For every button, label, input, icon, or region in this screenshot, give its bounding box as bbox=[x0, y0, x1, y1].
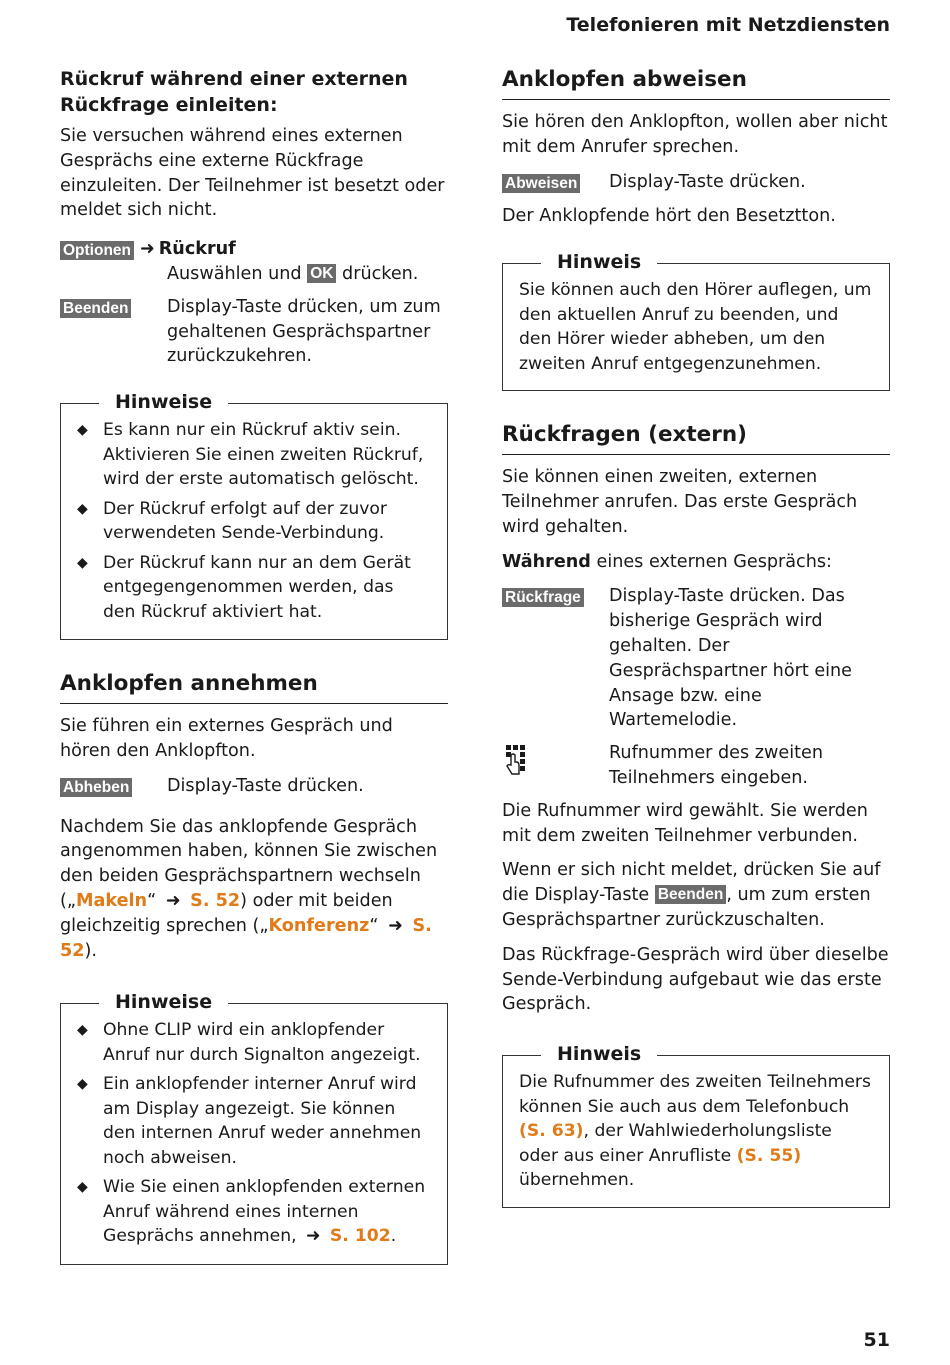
arrow-right-icon: ➜ bbox=[140, 239, 155, 260]
inquiry-step-key bbox=[502, 584, 890, 733]
accept-heading: Anklopfen annehmen bbox=[60, 670, 448, 704]
step-text: Auswählen und bbox=[167, 263, 302, 284]
list-item: ◆ Der Rückruf erfolgt auf der zuvor verwendeten Sende-Verbindung. bbox=[77, 498, 387, 544]
note-box-reject bbox=[502, 251, 890, 391]
page-ref-link[interactable]: S. 102 bbox=[329, 1226, 391, 1247]
note-title: Hinweise bbox=[99, 389, 228, 415]
abheben-key[interactable]: Abheben bbox=[60, 778, 132, 797]
notes-box-callback bbox=[60, 391, 448, 640]
callback-intro: Sie versuchen während eines externen Gesprächs eine externe Rückfrage einzuleiten. Der Teilnehmer ist besetzt oder meldet sich nicht. bbox=[60, 126, 445, 221]
page-ref-link[interactable]: (S. 63) bbox=[519, 1121, 584, 1142]
note-text: Sie können auch den Hörer auflegen, um den aktuellen Anruf zu beenden, und den Hörer wieder abheben, um den zweiten Anruf entgegenzunehmen. bbox=[519, 280, 872, 374]
diamond-bullet-icon: ◆ bbox=[77, 500, 88, 517]
step-text: Display-Taste drücken. Das bisherige Gespräch wird gehalten. Der Gesprächspartner hört eine Ansage bzw. eine Wartemelodie. bbox=[609, 586, 853, 731]
callback-step-end bbox=[60, 295, 448, 369]
accept-step bbox=[60, 774, 448, 801]
reject-heading: Anklopfen abweisen bbox=[502, 66, 890, 100]
inquiry-para1: Die Rufnummer wird gewählt. Sie werden mit dem zweiten Teilnehmer verbunden. bbox=[502, 800, 868, 846]
right-column bbox=[502, 66, 890, 1238]
step-text: drücken. bbox=[342, 263, 419, 284]
callback-step-options bbox=[60, 237, 448, 287]
inquiry-intro: Sie können einen zweiten, externen Teilnehmer anrufen. Das erste Gespräch wird gehalten. bbox=[502, 467, 858, 537]
note-title: Hinweise bbox=[99, 989, 228, 1015]
list-item: ◆ Wie Sie einen anklopfenden externen Anruf während eines internen Gesprächs annehmen, ➜ S. 102. bbox=[77, 1177, 426, 1247]
reject-intro: Sie hören den Anklopfton, wollen aber nicht mit dem Anrufer sprechen. bbox=[502, 112, 888, 157]
rueckfrage-key[interactable]: Rückfrage bbox=[502, 588, 584, 607]
diamond-bullet-icon: ◆ bbox=[77, 1179, 88, 1196]
step-text: Rufnummer des zweiten Teilnehmers eingeben. bbox=[609, 743, 823, 788]
reject-step bbox=[502, 170, 890, 197]
note-box-inquiry bbox=[502, 1043, 890, 1208]
inquiry-step-keypad bbox=[502, 741, 890, 791]
page-ref-link[interactable]: (S. 55) bbox=[736, 1145, 802, 1166]
ok-key[interactable]: OK bbox=[307, 264, 336, 283]
accept-intro: Sie führen ein externes Gespräch und hören den Anklopfton. bbox=[60, 716, 393, 761]
beenden-key[interactable]: Beenden bbox=[60, 299, 131, 318]
list-item: ◆ Es kann nur ein Rückruf aktiv sein. Aktivieren Sie einen zweiten Rückruf, wird der erste automatisch gelöscht. bbox=[77, 420, 424, 490]
callback-heading: Rückruf während einer externen Rückfrage einleiten: bbox=[60, 68, 408, 116]
list-item: ◆ Der Rückruf kann nur an dem Gerät entgegengenommen werden, das den Rückruf aktiviert hat. bbox=[77, 552, 411, 622]
arrow-right-icon: ➜ bbox=[388, 915, 403, 936]
beenden-key[interactable]: Beenden bbox=[655, 885, 726, 904]
reject-outro: Der Anklopfende hört den Besetztton. bbox=[502, 206, 836, 227]
note-title: Hinweis bbox=[541, 1041, 657, 1067]
left-column bbox=[60, 66, 448, 1295]
step-text: Display-Taste drücken. bbox=[167, 775, 364, 796]
diamond-bullet-icon: ◆ bbox=[77, 554, 88, 571]
note-title: Hinweis bbox=[541, 249, 657, 275]
arrow-right-icon: ➜ bbox=[306, 1226, 321, 1247]
arrow-right-icon: ➜ bbox=[165, 890, 181, 911]
inquiry-para2: Wenn er sich nicht meldet, drücken Sie auf die Display-Taste Beenden , um zum ersten Gesprächspartner zurückzuschalten. bbox=[502, 860, 881, 930]
list-item: ◆ Ohne CLIP wird ein anklopfender Anruf nur durch Signalton angezeigt. bbox=[77, 1020, 421, 1065]
keypad-icon bbox=[502, 743, 536, 777]
inquiry-para3: Das Rückfrage-Gespräch wird über dieselbe Sende-Verbindung aufgebaut wie das erste Gespräch. bbox=[502, 944, 889, 1015]
list-item: ◆ Ein anklopfender interner Anruf wird am Display angezeigt. Sie können den internen Anruf weder annehmen noch abweisen. bbox=[77, 1074, 422, 1168]
step-text: Display-Taste drücken. bbox=[609, 171, 806, 192]
abweisen-key[interactable]: Abweisen bbox=[502, 174, 580, 193]
notes-box-accept bbox=[60, 991, 448, 1265]
menu-item-rueckruf: Rückruf bbox=[158, 239, 236, 260]
inquiry-heading: Rückfragen (extern) bbox=[502, 421, 890, 455]
note-text: Die Rufnummer des zweiten Teilnehmers können Sie auch aus dem Telefonbuch (S. 63), der Wahlwiederholungsliste oder aus einer Anrufliste (S. 55) übernehmen. bbox=[519, 1072, 871, 1191]
accept-paragraph: Nachdem Sie das anklopfende Gespräch angenommen haben, können Sie zwischen den beiden Gesprächspartnern wechseln („Makeln“ ➜ S. 52) oder mit beiden gleichzeitig sprechen („Konferenz“ ➜ S. 52). bbox=[60, 816, 438, 961]
page-ref-link[interactable]: S. 52 bbox=[190, 890, 241, 911]
optionen-key[interactable]: Optionen bbox=[60, 241, 134, 260]
step-text: Display-Taste drücken, um zum gehaltenen Gesprächspartner zurückzukehren. bbox=[167, 296, 441, 367]
diamond-bullet-icon: ◆ bbox=[77, 1022, 88, 1039]
link-makeln[interactable]: Makeln bbox=[75, 890, 148, 911]
page-ref-link[interactable]: S. 52 bbox=[60, 915, 432, 961]
diamond-bullet-icon: ◆ bbox=[77, 422, 88, 439]
inquiry-during: Während eines externen Gesprächs: bbox=[502, 551, 832, 572]
page-header: Telefonieren mit Netzdiensten bbox=[566, 14, 890, 36]
page-number: 51 bbox=[863, 1329, 890, 1351]
diamond-bullet-icon: ◆ bbox=[77, 1076, 88, 1093]
link-konferenz[interactable]: Konferenz bbox=[268, 915, 370, 936]
